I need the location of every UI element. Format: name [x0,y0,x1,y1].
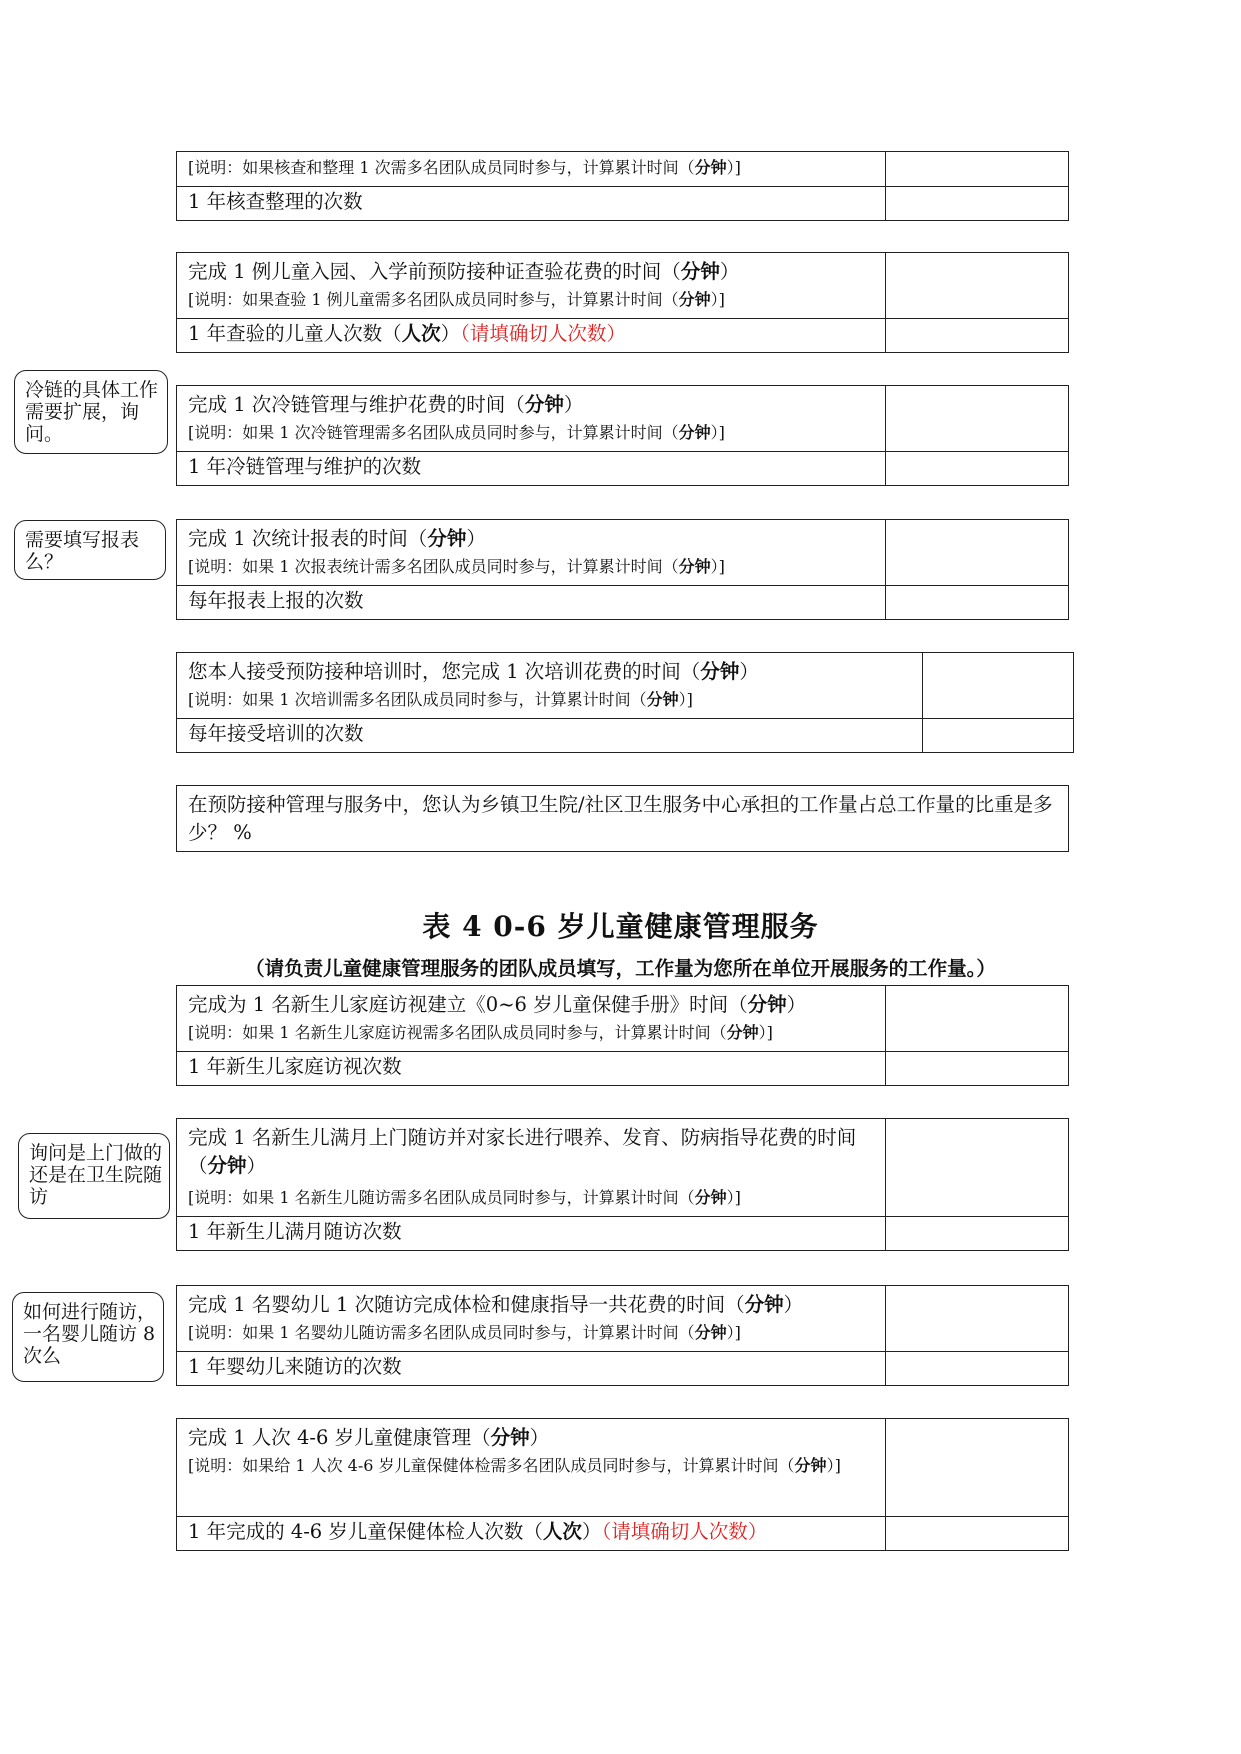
count-cell: 1 年新生儿家庭访视次数 [177,1052,886,1086]
comment-callout[interactable]: 冷链的具体工作需要扩展，询问。 [14,370,168,454]
question-cell: 完成 1 例儿童入园、入学前预防接种证查验花费的时间（分钟） [说明：如果查验 1 例儿童需多名团队成员同时参与，计算累计时间（分钟）] [177,253,886,319]
answer-field[interactable] [886,386,1069,452]
question-cell: 您本人接受预防接种培训时，您完成 1 次培训花费的时间（分钟） [说明：如果 1 次培训需多名团队成员同时参与，计算累计时间（分钟）] [177,653,923,719]
answer-field[interactable] [886,1419,1069,1517]
answer-field[interactable] [886,1119,1069,1217]
comment-callout[interactable]: 如何进行随访，一名婴儿随访 8 次么 [12,1292,164,1382]
section-title: 表 4 0-6 岁儿童健康管理服务 [422,910,819,943]
question-cell: 完成 1 名婴幼儿 1 次随访完成体检和健康指导一共花费的时间（分钟） [说明：如果 1 名婴幼儿随访需多名团队成员同时参与，计算累计时间（分钟）] [177,1286,886,1352]
count-cell: 1 年完成的 4-6 岁儿童保健体检人次数（人次）（请填确切人次数） [177,1517,886,1551]
question-table-certificate [176,252,1069,353]
comment-callout[interactable]: 询问是上门做的还是在卫生院随访 [18,1133,170,1219]
question-table-full-month-visit [176,1118,1069,1251]
question-table-report [176,519,1069,620]
count-cell: 1 年核查整理的次数 [177,187,886,221]
answer-field[interactable] [886,986,1069,1052]
answer-field[interactable] [886,1286,1069,1352]
section-subtitle: （请负责儿童健康管理服务的团队成员填写，工作量为您所在单位开展服务的工作量。） [245,957,996,980]
answer-field[interactable] [923,653,1074,719]
answer-field[interactable] [886,520,1069,586]
question-cell: 完成 1 次冷链管理与维护花费的时间（分钟） [说明：如果 1 次冷链管理需多名团队成员同时参与，计算累计时间（分钟）] [177,386,886,452]
question-cell [177,152,886,187]
count-cell: 每年报表上报的次数 [177,586,886,620]
question-table-training [176,652,1074,753]
answer-field[interactable] [886,319,1069,353]
count-cell: 1 年查验的儿童人次数（人次）（请填确切人次数） [177,319,886,353]
question-table-share [176,785,1069,852]
answer-field[interactable] [886,586,1069,620]
answer-field[interactable] [886,452,1069,486]
count-cell: 1 年冷链管理与维护的次数 [177,452,886,486]
share-question-cell[interactable]: 在预防接种管理与服务中，您认为乡镇卫生院/社区卫生服务中心承担的工作量占总工作量的比重是多少？ % [177,786,1069,852]
exact-count-hint: （请填确切人次数） [460,322,626,345]
count-cell: 1 年新生儿满月随访次数 [177,1217,886,1251]
question-table-home-visit [176,985,1069,1086]
comment-callout[interactable]: 需要填写报表么？ [14,520,166,580]
question-cell: 完成 1 名新生儿满月上门随访并对家长进行喂养、发育、防病指导花费的时间（分钟） [说明：如果 1 名新生儿随访需多名团队成员同时参与，计算累计时间（分钟）] [177,1119,886,1217]
answer-field[interactable] [886,152,1069,187]
answer-field[interactable] [923,719,1074,753]
question-table-check [176,151,1069,221]
answer-field[interactable] [886,1052,1069,1086]
exact-count-hint: （请填确切人次数） [601,1520,768,1543]
question-table-infant-visit [176,1285,1069,1386]
question-cell: 完成 1 人次 4-6 岁儿童健康管理（分钟） [说明：如果给 1 人次 4-6 岁儿童保健体检需多名团队成员同时参与，计算累计时间（分钟）] [177,1419,886,1517]
count-cell: 每年接受培训的次数 [177,719,923,753]
answer-field[interactable] [886,1352,1069,1386]
question-table-cold-chain [176,385,1069,486]
answer-field[interactable] [886,253,1069,319]
question-cell: 完成为 1 名新生儿家庭访视建立《0~6 岁儿童保健手册》时间（分钟） [说明：如果 1 名新生儿家庭访视需多名团队成员同时参与，计算累计时间（分钟）] [177,986,886,1052]
count-cell: 1 年婴幼儿来随访的次数 [177,1352,886,1386]
answer-field[interactable] [886,1217,1069,1251]
question-cell: 完成 1 次统计报表的时间（分钟） [说明：如果 1 次报表统计需多名团队成员同时参与，计算累计时间（分钟）] [177,520,886,586]
answer-field[interactable] [886,187,1069,221]
note-text: [说明：如果核查和整理 1 次需多名团队成员同时参与，计算累计时间（分钟）] [188,158,741,177]
answer-field[interactable] [886,1517,1069,1551]
question-table-preschool-checkup [176,1418,1069,1551]
